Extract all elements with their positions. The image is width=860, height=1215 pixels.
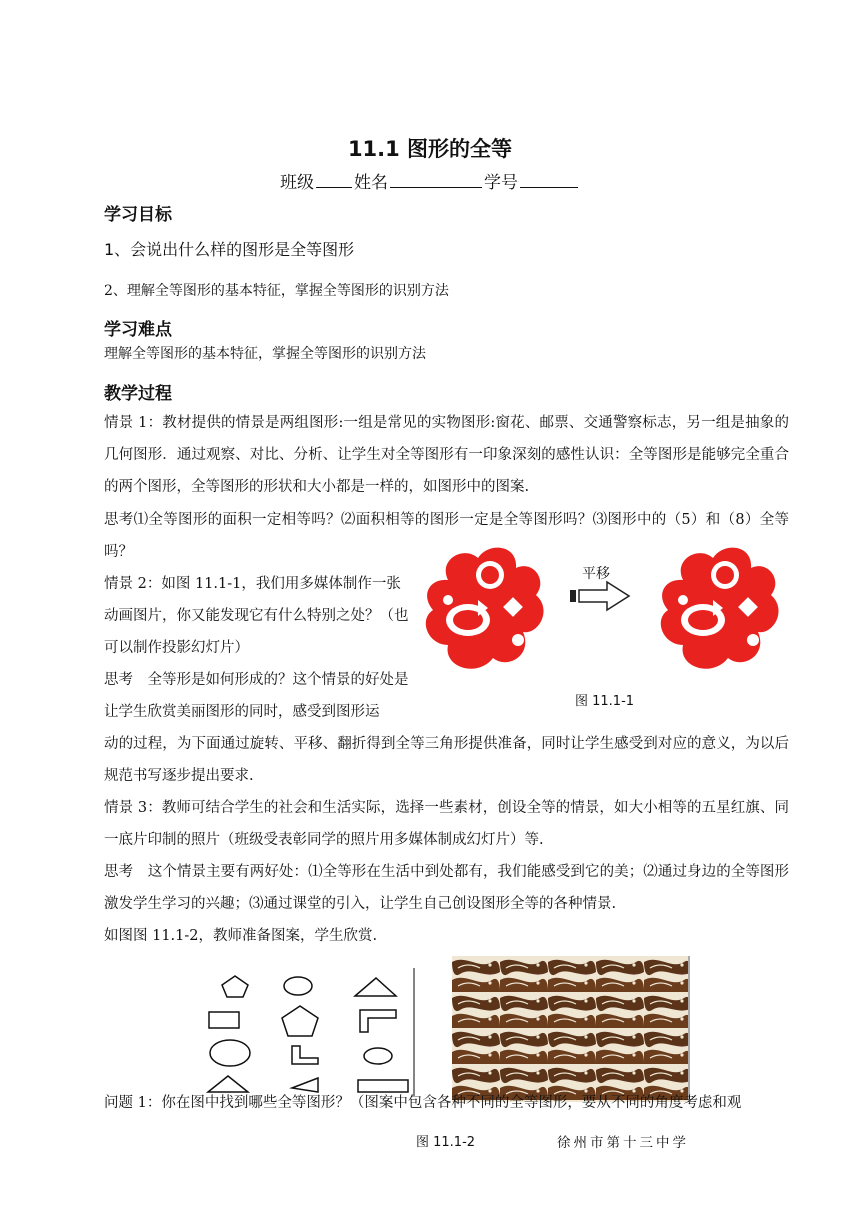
translation-label: 平移 [582,566,610,582]
scene-1-text: 情景 1：教材提供的情景是两组图形:一组是常见的实物图形:窗花、邮票、交通警察标志，另一组是抽象的几何图形．通过观察、对比、分析、让学生对全等图形有一印象深刻的感性认识：全等图形是能够完全重合的两个图形，全等图形的形状和大小都是一样的，如图形中的图案. [104,415,789,495]
figure-2-intro-text: 如图图 11.1-2，教师准备图案，学生欣赏. [104,928,378,944]
think-3-paragraph [104,856,789,920]
figure-11-2-caption: 图 11.1-2 [416,1135,476,1150]
scene-3-paragraph [104,792,789,856]
name-blank [390,171,482,188]
question-1 [104,1087,789,1119]
goal-1: 1、会说出什么样的图形是全等图形 [104,240,355,259]
small-pentagon-shape [222,976,248,997]
rectangle-shape [209,1012,239,1028]
figure-11-1-caption: 图 11.1-1 [575,694,635,709]
class-blank [316,171,352,188]
think-2-end [104,728,789,792]
figure-2-intro [104,920,789,952]
figure-11-2-shapes [200,968,416,1096]
triangle-shape [355,978,396,996]
student-info-line [0,168,860,193]
l-shape [360,1010,396,1032]
large-ellipse-shape [210,1040,250,1066]
papercut-original [426,548,544,669]
l-shape-2 [292,1046,318,1064]
papercut-translated [661,548,779,669]
document-title: 11.1 图形的全等 [347,137,513,161]
scene-3-text: 情景 3：教师可结合学生的社会和生活实际，选择一些素材，创设全等的情景，如大小相等的五星红旗、同一底片印制的照片（班级受表彰同学的照片用多媒体制成幻灯片）等. [104,800,789,848]
think-2-end-text: 动的过程，为下面通过旋转、平移、翻折得到全等三角形提供准备，同时让学生感受到对应的意义，为以后规范书写逐步提出要求. [104,736,789,784]
scene-2-paragraph [104,568,409,664]
think-3-text: 思考 这个情景主要有两好处：⑴全等形在生活中到处都有，我们能感受到它的美；⑵通过身边的全等图形激发学生学习的兴趣；⑶通过课堂的引入，让学生自己创设图形全等的各种情景. [104,864,789,912]
think-1-text: 思考⑴全等图形的面积一定相等吗？⑵面积相等的图形一定是全等图形吗？⑶图形中的（5）和（8）全等吗？ [104,512,789,560]
figure-11-1 [418,540,788,685]
translation-arrow-icon [570,582,629,610]
class-label: 班级 [280,173,314,193]
large-pentagon-shape [282,1006,318,1036]
scene-1-paragraph [104,407,789,503]
process-heading: 教学过程 [104,384,172,404]
ellipse-shape-2 [364,1048,392,1064]
goals-heading: 学习目标 [104,205,172,225]
figure-11-2-pattern [452,956,690,1102]
name-label: 姓名 [354,173,388,193]
school-footer: 徐州市第十三中学 [557,1135,689,1151]
difficulty-text: 理解全等图形的基本特征，掌握全等图形的识别方法 [104,346,426,362]
difficulty-heading: 学习难点 [104,320,172,340]
think-2-start-text: 思考 全等形是如何形成的？这个情景的好处是让学生欣赏美丽图形的同时，感受到图形运 [104,672,409,720]
think-2-start [104,664,409,728]
question-1-text: 问题 1：你在图中找到哪些全等图形？（图案中包含各种不同的全等图形，要从不同的角度考虑和观 [104,1095,742,1111]
goal-2: 2、理解全等图形的基本特征，掌握全等图形的识别方法 [104,283,449,299]
number-blank [520,171,578,188]
scene-2-text: 情景 2：如图 11.1-1，我们用多媒体制作一张动画图片，你又能发现它有什么特别之处？（也可以制作投影幻灯片） [104,576,409,656]
small-ellipse-shape [284,977,312,995]
number-label: 学号 [484,173,518,193]
